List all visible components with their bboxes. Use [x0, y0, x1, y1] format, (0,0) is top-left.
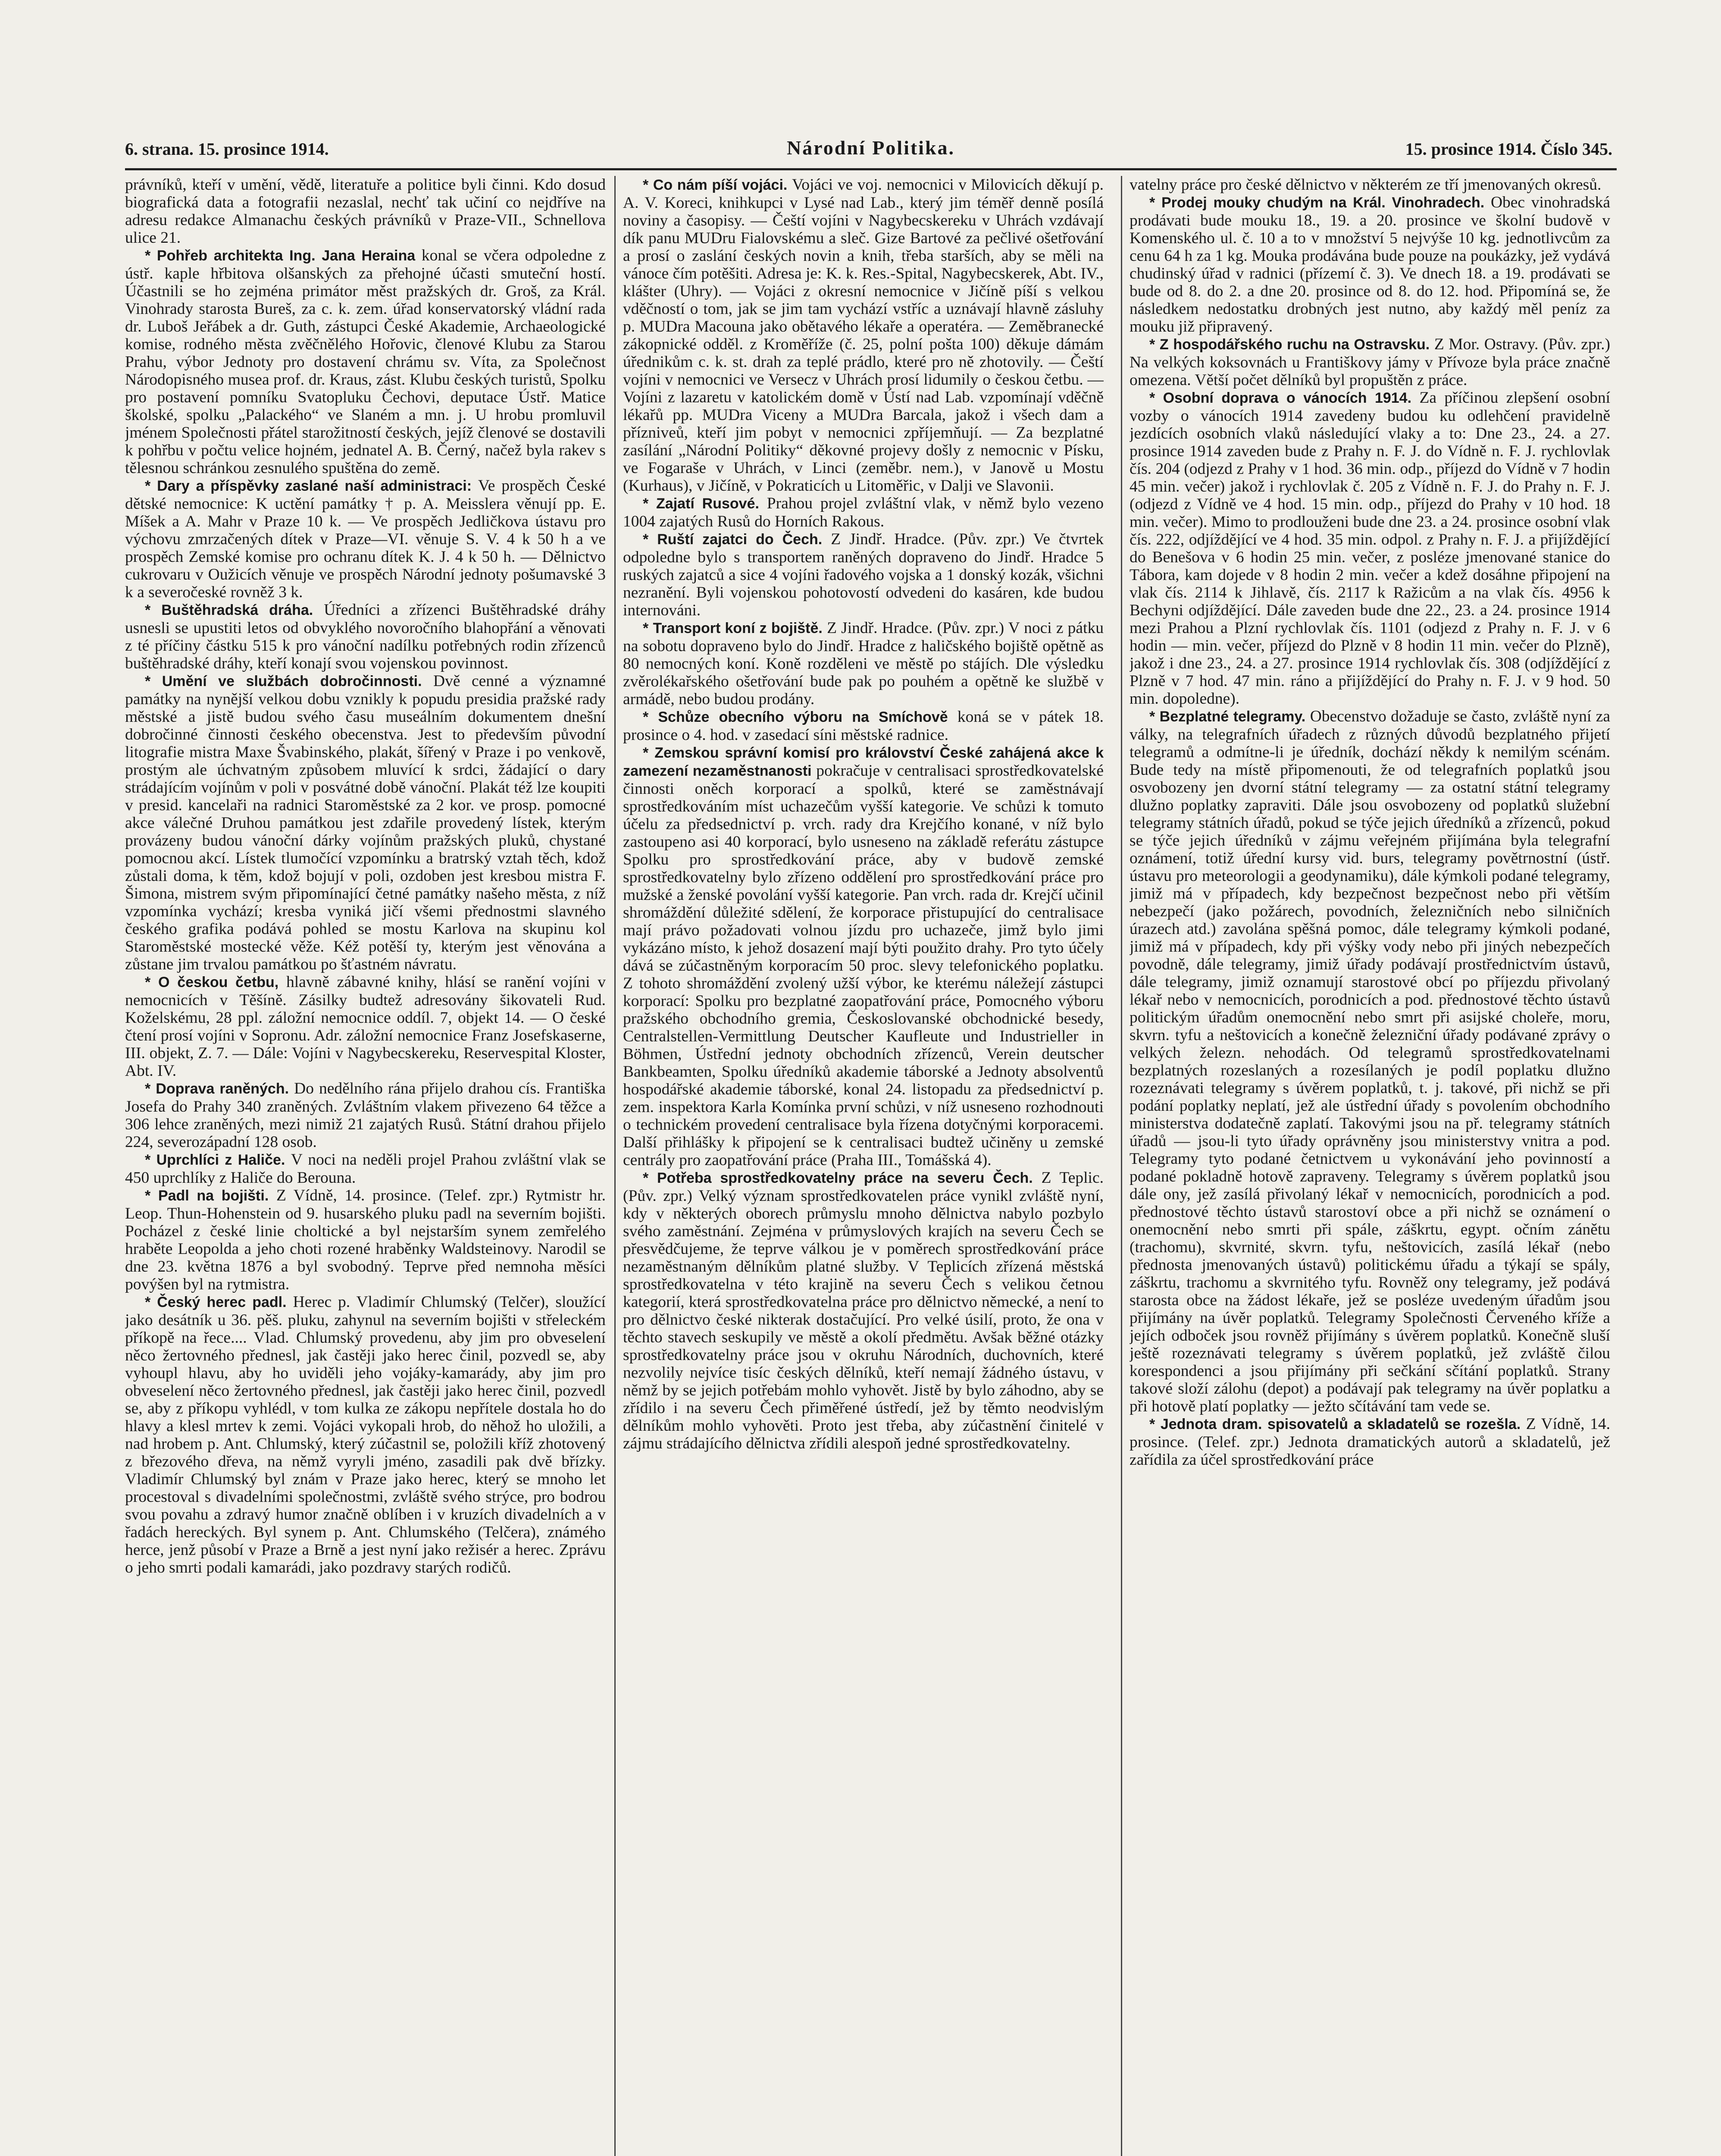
article-text: Herec p. Vladimír Chlumský (Telčer), sloužící jako desátník u 36. pěš. pluku, zahynul na severním bojišti v střeleckém příkopě na řece.... Vlad. Chlumský provedenu, aby jim pro obveselení něco žertovného přednesl, jak častěji jako herec činil, pozvedl se, aby vyhoupl hlavu, aby ho uviděli jeho vojáky-kamarády, aby jim pro obveselení něco žertovného přednesl, jak častěji jako herec činil, pozvedl se, aby z příkopu vyhlédl, v tom kulka ze zákopu nepřítele dostala ho do hlavy a klesl mrtev k zemi. Vojáci vykopali hrob, do něhož ho uložili, a nad hrobem p. Ant. Chlumský, který zúčastnil se, položili kříž zhotovený z březového dřeva, na němž vyryli jméno, zasadili pak dvě břízky. Vladimír Chlumský byl znám v Praze jako herec, který se mnoho let procestoval s divadelními společnostmi, zvláště svého strýce, pro bodrou svou povahu a zdravý humor značně oblíben i v kruzích divadelních a v řadách hereckých. Byl synem p. Ant. Chlumského (Telčera), známého herce, jenž působí v Praze a Brně a jest nyní jako režisér a herec. Zprávu o jeho smrti podali kamarádi, jako pozdravy starých rodičů. [125, 1293, 606, 1576]
article-paragraph [1130, 1415, 1610, 1469]
article-paragraph [1130, 194, 1610, 335]
article-heading: * O českou četbu, [145, 974, 287, 990]
article-text: Obecenstvo dožaduje se často, zvláště nyní za války, na telegrafních úřadech z různých důvodů bezplatného přijetí telegramů a odmítne-li je úředník, dochází někdy k nemilým scénám. Bude tedy na místě připomenouti, že od telegrafních poplatků jsou osvobozeny jen dvorní státní telegramy — za ostatní státní telegramy dlužno poplatky zapraviti. Dále jsou osvobozeny od poplatků služební telegramy státních úřadů, pokud se týče jejich úředníků a zřízenců, pokud se týče jejich úředníků v zájmu veřejném přijímána byla telegrafní oznámení, totiž úřední kursy vid. burs, telegramy povětrnostní (ústř. ústavu pro meteorologii a geodynamiku), dále kýmkoli podané telegramy, jimiž má v případech, kdy bezpečnost bezpečnost nebo při větším nebezpečí (jako požárech, povodních, železničních nebo silničních úrazech atd.) zavolána spěšná pomoc, dále telegramy kýmkoli podané, jimiž má v případech, kdy při výšky vody nebo při jiných nebezpečích povodně, dále telegramy, jimiž úřady podávají prostřednictvím ústavů, dále telegramy, jimiž oznamují starostové obcí po příjezdu přivolaný lékař nebo v nemocnicích, porodnicích a pod. přednostové těchto ústavů politickým úřadům onemocnění nebo smrt při asijské choleře, moru, skvrn. tyfu a neštovicích a konečně železniční úřady podávané zprávy o velkých železn. nehodách. Od telegramů sprostředkovatelnami bezplatných rozeslaných a rozesílaných je podíl poplatku dlužno rozeznávati telegramy s úvěrem poplatků, t. j. takové, při nichž se při podání poplatky neplatí, jež ale ústřední úřady s povolením obchodního ministerstva dodatečně zaplatí. Takovými jsou na př. telegramy státních úřadů — jsou-li tyto úřady oprávněny jsou ministerstvy vnitra a pod. Telegramy tyto podané četnictvem u vykonávání jeho povinností a podané pokladně hotově zapraveny. Telegramy s úvěrem poplatků jsou dále ony, jež zasílá přivolaný lékař v nemocnicích, porodnicích a pod. přednostové těchto ústavů starostoví obce a při nichž se oznámení o onemocnění nebo smrti při spále, záškrtu, egypt. očním zánětu (trachomu), skvrnité, skvrn. tyfu, neštovicích, zasílá lékař (nebo přednosta jmenovaných ústavů) politickému úřadu a týkají se spály, záškrtu, trachomu a skvrnitého tyfu. Rovněž ony telegramy, jež podává starosta obce na žádost lékaře, jež se posléze uvedeným úřadům jsou přijímány na úvěr poplatků. Telegramy Společnosti Červeného kříže a jejích odboček jsou rovněž přijímány s úvěrem poplatků. Konečně sluší ještě rozeznávati telegramy s úvěrem poplatků, jež zvláště čilou korespondenci a jsou přijímány při sečkání sčítání poplatků. Strany takové složí zálohu (depot) a podávají pak telegramy na úvěr poplatku a při hotově platí poplatky — ježto sčítávání tam vede se. [1130, 708, 1610, 1415]
article-text: Dvě cenné a významné památky na nynější velkou dobu vznikly k popudu presidia pražské rady městské a jistě budou svého času museálním dokumentem dnešní dobročinné činnosti českého obecenstva. Jest to především původní litografie mistra Maxe Švabinského, plakát, šířený v Praze i po venkově, prostým ale úchvatným způsobem mluvící k srdci, žádající o dary strádajícím vojínům v poli v posvátné době vánoční. Plakát též lze koupiti v presid. kancelaři na radnici Staroměstské za 2 kor. ve prosp. pomocné akce válečné Druhou památkou jest zdařile provedený lístek, kterým provázeny budou vánoční dárky vojínům pražských pluků, chystané pomocnou akcí. Lístek tlumočící vzpomínku a bratrský vztah těch, kdož zůstali doma, k těm, kdož bojují v poli, ozdoben jest kresbou mistra F. Šimona, mistrem svým připomínající četné památky našeho města, z níž vzpomínka vychází; kresba vyniká jičí všemi přednostmi slavného českého grafika podává pohled se mostu Karlova na skupinu kol Staroměstské mostecké věže. Kéž potěší ty, kterým jest věnována a zůstane jim trvalou památkou po šťastném návratu. [125, 672, 606, 973]
article-heading: * Pohřeb architekta Ing. Jana Heraina [145, 248, 422, 264]
article-text: Z Mor. Ostravy. (Pův. zpr.) Na velkých koksovnách u Františkovy jámy v Přívoze byla práce značně omezena. Větší počet dělníků byl propuštěn z práce. [1130, 335, 1610, 389]
article-paragraph [1130, 708, 1610, 1415]
article-text: Z Vídně, 14. prosince. (Telef. zpr.) Rytmistr hr. Leop. Thun-Hohenstein od 9. husarského pluku padl na severním bojišti. Pocházel z české linie choltické a byl nejstarším synem zemřelého hraběte Leopolda a jeho choti rozené hraběnky Waldsteinovy. Narodil se dne 23. května 1876 a byl svobodný. Teprve před nemnoha měsíci povýšen byl na rytmistra. [125, 1187, 606, 1293]
article-paragraph [623, 1169, 1104, 1452]
article-paragraph [125, 601, 606, 672]
article-text: Vojáci ve voj. nemocnici v Milovicích děkují p. A. V. Koreci, knihkupci v Lysé nad Lab., který jim téměř denně posílá noviny a časopisy. — Čeští vojíni v Nagybecskereku v Uhrách vzdávají dík panu MUDru Fialovskému a sleč. Gize Bartové za pečlivé ošetřování a prosí o zaslání českých novin a knih, třeba starších, aby se měli na vánoce čím potěšiti. Adresa je: K. k. Res.-Spital, Nagybecskerek, Abt. IV., klášter (Uhry). — Vojáci z okresní nemocnice v Jičíně píší s velkou vděčností o tom, jak se jim tam vychází vstříc a uznávají hlavně zásluhy p. MUDra Macouna jako obětavého lékaře a operatéra. — Zeměbranecké zákopnické odděl. z Kroměříže (č. 25, polní pošta 100) děkuje dámám úřednikům c. k. st. drah za teplé prádlo, které pro ně zhotovily. — Čeští vojíni v nemocnici ve Versecz v Uhrách prosí lidumily o českou četbu. — Vojíni z lazaretu v katolickém domě v Ústí nad Lab. vzpomínají vděčně lékařů pp. MUDra Viceny a MUDra Barcala, jakož i všech dam a přízniveů, kteří jim pobyt v nemocnici zpříjemňují. — Za bezplatné zasílání „Národní Politiky“ děkovné projevy došly z nemocnic v Písku, ve Fogaraše v Uhrách, v Linci (zeměbr. nem.), v Janově u Mostu (Kurhaus), v Jičíně, v Pokraticích u Litoměřic, v Dalji ve Slavonii. [623, 176, 1104, 495]
article-text: pokračuje v centralisaci sprostředkovatelské činnosti oněch korporací a spolků, které se zaměstnávají sprostředkováním míst uchazečům vyšší kategorie. Ve schůzi k tomuto účelu za předsednictví p. vrch. rady dra Krejčího konané, v níž bylo zastoupeno asi 40 korporací, bylo usneseno na základě referátu zástupce Spolku pro sprostředkování práce, aby v budově zemské sprostředkovatelny bylo zřízeno oddělení pro sprostředkování práce pro mužské a ženské povolání vyšší kategorie. Pan vrch. rada dr. Krejčí učinil shromáždění důležité sdělení, že korporace přistupující do centralisace mají právo požadovati volnou jízdu pro uchazeče, jimž bylo jimi vykázáno místo, k jehož dosazení mají býti použito drahy. Pro tyto účely dává se zúčastněným korporacím 50 proc. slevy telefonického poplatku. Z tohoto shromáždění zvolený užší výbor, ke kterému náležejí zástupci korporací: Spolku pro bezplatné zaopatřování práce, Pomocného výboru pražského obchodního gremia, Českoslovanské obchodnické besedy, Centralstellen-Vermittlung Deutscher Kaufleute und Industrieller in Böhmen, Ústřední jednoty obchodních zřízenců, Verein deutscher Bankbeamten, Spolku úředníků akademie táborské a Jednoty absolventů hospodářské akademie táborské, konal 24. listopadu za předsednictví p. zem. inspektora Karla Komínka první schůzi, v níž usneseno rozhodnouti o technickém provedení centralisace byla řízena dotyčnými korporacemi. Další přihlášky k připojení se k centralisaci budtež učiněny u zemské centrály pro zaopatřování práce (Praha III., Tomášská 4). [623, 762, 1104, 1169]
article-heading: * Ruští zajatci do Čech. [643, 531, 831, 548]
article-paragraph [1130, 176, 1610, 194]
column-3 [1130, 176, 1610, 2156]
article-heading: * Potřeba sprostředkovatelny práce na severu Čech. [643, 1170, 1042, 1186]
article-text: Prahou projel zvláštní vlak, v němž bylo vezeno 1004 zajatých Rusů do Horních Rakous. [623, 495, 1104, 530]
article-text: Úředníci a zřízenci Buštěhradské dráhy usnesli se upustiti letos od obvyklého novoročního blahopřání a věnovati z té příčiny částku 515 k pro vánoční nadílku potřebných rodin zřízenců buštěhradské dráhy, kteří konají svou vojenskou povinnost. [125, 601, 606, 672]
article-paragraph [125, 1151, 606, 1187]
article-heading: * Bezplatné telegramy. [1149, 708, 1310, 725]
article-heading: * Schůze obecního výboru na Smíchově [643, 709, 958, 725]
article-text: V noci na neděli projel Prahou zvláštní vlak se 450 uprchlíky z Haliče do Berouna. [125, 1151, 606, 1187]
article-heading: * Uprchlíci z Haliče. [145, 1152, 291, 1168]
article-text: právníků, kteří v umění, vědě, literatuře a politice byli činni. Kdo dosud biografická data a fotografii nezaslal, nechť tak učiní co nejdříve na adresu redakce Almanachu českých právníků v Praze-VII., Schnellova ulice 21. [125, 176, 606, 247]
article-text: Za příčinou zlepšení osobní vozby o vánocích 1914 zavedeny budou ku odlehčení pravidelně jezdících osobních vlaků následující vlaky a to: Dne 23., 24. a 27. prosince 1914 zaveden bude z Prahy n. F. J. do Vídně n. F. J. rychlovlak čís. 204 (odjezd z Prahy v 1 hod. 36 min. odp., příjezd do Vídně v 7 hodin 45 min. večer) jakož i rychlovlak č. 205 z Vídně n. F. J. do Prahy n. F. J. (odjezd z Vídně ve 4 hod. 15 min. odp., příjezd do Prahy v 10 hod. 18 min. večer). Mimo to prodlouženi bude dne 23. a 24. prosince osobní vlak čís. 222, odjíždějící ve 4 hod. 35 min. odpol. z Prahy n. F. J. a přijíždějící do Benešova v 6 hodin 25 min. večer, z posléze jmenované stanice do Tábora, kam dojede v 8 hodin 2 min. večer a kdež dosáhne připojení na vlak čís. 2114 k Jihlavě, čís. 2117 k Ražicům a na vlak čís. 4956 k Bechyni odjíždějící. Dále zaveden bude dne 22., 23. a 24. prosince 1914 mezi Prahou a Plzní rychlovlak čís. 1101 (odjezd z Prahy n. F. J. v 6 hodin — min. večer, příjezd do Plzně v 8 hodin 11 min. večer do Plzně), jakož i dne 23., 24. a 27. prosince 1914 rychlovlak čís. 308 (odjíždějící z Plzně v 7 hod. 47 min. ráno a přijíždějící do Prahy n. F. J. v 9 hod. 50 min. dopoledne). [1130, 389, 1610, 708]
masthead-title: Národní Politika. [786, 137, 955, 159]
article-heading: * Dary a příspěvky zaslané naší administraci: [145, 478, 478, 494]
article-paragraph [125, 176, 606, 247]
page-number: 6. strana. 15. prosince 1914. [125, 139, 329, 159]
article-heading: * Doprava raněných. [145, 1081, 294, 1097]
article-paragraph [1130, 335, 1610, 389]
article-paragraph [623, 708, 1104, 744]
article-heading: * Prodej mouky chudým na Král. Vinohradech. [1149, 194, 1491, 211]
article-paragraph [1130, 389, 1610, 708]
article-paragraph [623, 530, 1104, 619]
article-text: Z Jindř. Hradce. (Pův. zpr.) V noci z pátku na sobotu dopraveno bylo do Jindř. Hradce z haličského bojiště opětně as 80 nemocných koní. Koně rozděleni ve městě po stájích. Dle výsledku zvěrolékařského ošetřování bude pak po pouhém a opětně ke službě v armádě, nebo budou prodány. [623, 619, 1104, 708]
column-divider [614, 176, 616, 2156]
article-text: Obec vinohradská prodávati bude mouku 18., 19. a 20. prosince ve školní budově v Komenského ul. č. 10 a to v množství 5 nejvýše 10 kg. jednotlivcům za cenu 64 h za 1 kg. Mouka prodávána bude pouze na poukázky, jež vydává chudinský úřad v radnici (přízemí č. 3). Ve dnech 18. a 19. prodávati se bude od 8. do 2. a dne 20. prosince od 8. do 12. hod. Připomíná se, že následkem nedostatku drobných jest nutno, aby každý měl peníz za mouku již připravený. [1130, 194, 1610, 335]
article-heading: * Český herec padl. [145, 1294, 293, 1310]
article-heading: * Osobní doprava o vánocích 1914. [1149, 390, 1420, 406]
article-paragraph [125, 1187, 606, 1293]
article-text: Do nedělního rána přijelo drahou cís. Františka Josefa do Prahy 340 zraněných. Zvláštním vlakem přivezeno 64 těžce a 306 lehce zraněných, mezi nimiž 21 zajatých Rusů. Státní drahou přijelo 224, severozápadní 128 osob. [125, 1080, 606, 1151]
issue-date: 15. prosince 1914. Číslo 345. [1405, 139, 1612, 159]
article-heading: * Umění ve službách dobročinnosti. [145, 673, 434, 689]
article-paragraph [623, 744, 1104, 1169]
article-paragraph [125, 247, 606, 477]
article-text: Z Teplic. (Pův. zpr.) Velký význam sprostředkovatelen práce vynikl zvláště nyní, kdy v některých oborech průmyslu mnoho dělnictva nabylo pozbylo svého zaměstnání. Zejména v průmyslových krajích na severu Čech se přesvědčujeme, že teprve válkou je v poměrech sprostředkování práce nezaměstnaným dělníkům platné služby. V Teplicích zřízená městská sprostředkovatelna v této krajině na severu Čech s velikou četnou kategorií, která sprostředkovatelna práce pro dělnictvo německé, a není to pro dělnictvo české nikterak dostačující. Pro velké úsilí, proto, že ona v těchto stavech seskupily ve městě a okolí předmětu. Avšak běžné otázky sprostředkovatelny práce jsou v okruhu Národních, duchovních, které nezvolily nejvíce tisíc českých dělníků, kteří nemají žádného ústavu, v němž by se jejich potřebám mohlo vyhovět. Jistě by bylo záhodno, aby se zřídilo i na severu Čech přiměřené ústředí, jež by těmto neodvislým dělníkům mohlo vyhověti. Proto jest třeba, aby zúčastnění činitelé v zájmu strádajícího dělnictva zřídili alespoň jedné sprostředkovatelny. [623, 1169, 1104, 1452]
article-heading: * Zemskou správní komisí pro království České zahájená akce k zamezení nezaměstnanosti [623, 745, 1104, 779]
article-heading: * Z hospodářského ruchu na Ostravsku. [1149, 336, 1434, 353]
column-1 [125, 176, 606, 2156]
page-header [125, 139, 1612, 166]
header-rule [125, 168, 1617, 170]
article-paragraph [623, 495, 1104, 530]
article-heading: * Jednota dram. spisovatelů a skladatelů se rozešla. [1149, 1416, 1526, 1432]
article-text: hlavně zábavné knihy, hlásí se ranění vojíni v nemocnicích v Těšíně. Zásilky budtež adresovány šikovateli Rud. Koželskému, 28 ppl. záložní nemocnice oddíl. 7, objekt 14. — O české čtení prosí vojíni v Sopronu. Adr. záložní nemocnice Franz Josefskaserne, III. objekt, Z. 7. — Dále: Vojíni v Nagybecskereku, Reservespital Kloster, Abt. IV. [125, 973, 606, 1080]
article-text: Z Vídně, 14. prosince. (Telef. zpr.) Jednota dramatických autorů a skladatelů, jež zařídila za účel sprostředkování práce [1130, 1415, 1610, 1469]
article-heading: * Zajatí Rusové. [643, 495, 767, 512]
article-text: Z Jindř. Hradce. (Pův. zpr.) Ve čtvrtek odpoledne bylo s transportem raněných dopraveno do Jindř. Hradce 5 ruských zajatců a sice 4 vojíni řadového vojska a 1 donský kozák, všichni nezranění. Byli vojenskou pohotovostí odvedeni do kasáren, kde budou internováni. [623, 530, 1104, 619]
article-heading: * Buštěhradská dráha. [145, 602, 324, 618]
article-paragraph [623, 176, 1104, 495]
article-text: Ve prospěch České dětské nemocnice: K uctění památky † p. A. Meisslera věnují pp. E. Míšek a A. Mahr v Praze 10 k. — Ve prospěch Jedličkova ústavu pro výchovu zmrzačených dítek v Praze—VI. věnuje S. V. 4 k 50 h a ve prospěch Zemské komise pro ochranu dítek K. J. 4 k 50 h. — Dělnictvo cukrovaru v Oužicích věnuje ve prospěch Národní jednoty pošumavské 3 k a severočeské rovněž 3 k. [125, 477, 606, 601]
column-divider [1121, 176, 1122, 2156]
article-paragraph [125, 1293, 606, 1576]
column-2 [623, 176, 1104, 2156]
article-text: konal se včera odpoledne z ústř. kaple hřbitova olšanských za přehojné účasti smuteční hostí. Účastnili se ho zejména primátor měst pražských dr. Groš, za Král. Vinohrady starosta Bureš, za c. k. zem. úřad konservatorský vládní rada dr. Luboš Jeřábek a dr. Guth, zástupci České Akademie, Archaeologické komise, rodného města zvěčnělého Hořovic, členové Klubu za Starou Prahu, výbor Jednoty pro dostavení chrámu sv. Víta, za Společnost Národopisného musea prof. dr. Kraus, zást. Klubu českých turistů, Spolku pro postavení pomníku Svatopluku Čechovi, deputace Ústř. Matice školské, spolku „Palackého“ ve Slaném a mn. j. U hrobu promluvil jménem Společnosti přátel starožitností českých, jejíž členové se dostavili k pohřbu v počtu velice hojném, jednatel A. B. Černý, načež byla rakev s tělesnou schránkou zesnulého spuštěna do země. [125, 247, 606, 477]
article-paragraph [125, 477, 606, 601]
article-text: koná se v pátek 18. prosince o 4. hod. v zasedací síni městské radnice. [623, 708, 1104, 744]
article-paragraph [623, 619, 1104, 708]
article-heading: * Padl na bojišti. [145, 1188, 276, 1204]
article-paragraph [125, 672, 606, 973]
article-heading: * Co nám píší vojáci. [643, 177, 792, 193]
article-heading: * Transport koní z bojiště. [643, 620, 827, 636]
article-paragraph [125, 1080, 606, 1151]
article-text: vatelny práce pro české dělnictvo v některém ze tří jmenovaných okresů. [1130, 176, 1602, 194]
article-paragraph [125, 973, 606, 1080]
